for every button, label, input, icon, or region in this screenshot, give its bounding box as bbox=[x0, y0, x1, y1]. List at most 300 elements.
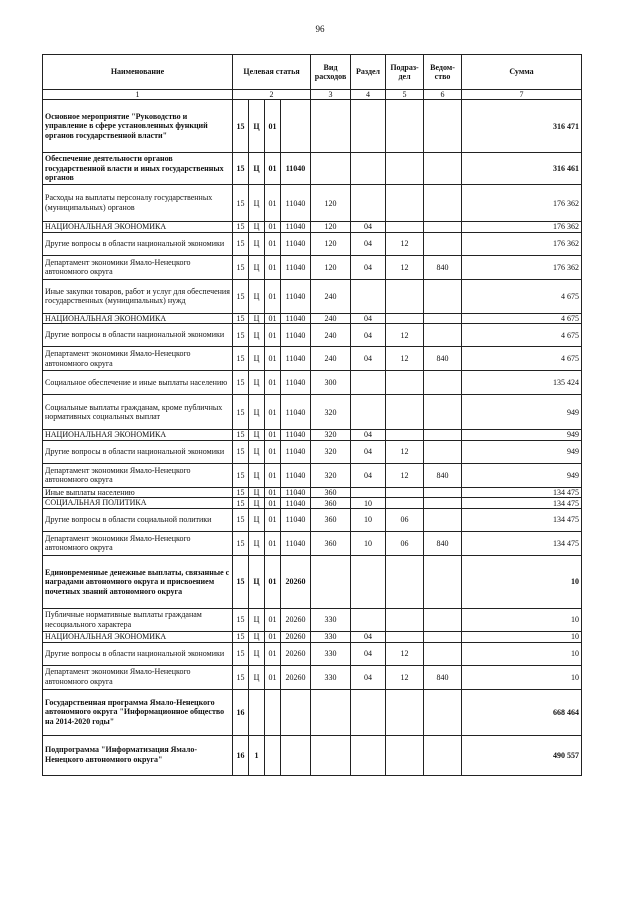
column-number: 5 bbox=[386, 90, 424, 100]
expense-type-code: 240 bbox=[311, 313, 351, 324]
header-department: Ведом-ство bbox=[424, 55, 462, 90]
target-code-1: 15 bbox=[233, 313, 249, 324]
expense-type-code: 120 bbox=[311, 255, 351, 279]
target-code-1: 15 bbox=[233, 395, 249, 430]
department-code bbox=[424, 642, 462, 665]
subsection-code bbox=[386, 608, 424, 631]
subsection-code bbox=[386, 222, 424, 233]
table-body bbox=[43, 100, 582, 776]
department-code bbox=[424, 222, 462, 233]
target-code-2: Ц bbox=[249, 347, 265, 371]
table-row bbox=[43, 100, 582, 153]
department-code bbox=[424, 498, 462, 509]
target-code-1: 15 bbox=[233, 555, 249, 608]
table-row bbox=[43, 555, 582, 608]
column-number: 1 bbox=[43, 90, 233, 100]
row-name: Социальное обеспечение и иные выплаты населению bbox=[43, 371, 233, 395]
target-code-4: 11040 bbox=[281, 487, 311, 498]
table-row bbox=[43, 395, 582, 430]
subsection-code: 12 bbox=[386, 463, 424, 487]
table-row bbox=[43, 665, 582, 689]
target-code-2: Ц bbox=[249, 153, 265, 185]
row-name: СОЦИАЛЬНАЯ ПОЛИТИКА bbox=[43, 498, 233, 509]
row-name: Департамент экономики Ямало-Ненецкого автономного округа bbox=[43, 255, 233, 279]
target-code-2: Ц bbox=[249, 232, 265, 255]
target-code-2: 1 bbox=[249, 735, 265, 775]
target-code-4: 11040 bbox=[281, 222, 311, 233]
target-code-3: 01 bbox=[265, 324, 281, 347]
target-code-2: Ц bbox=[249, 531, 265, 555]
target-code-3: 01 bbox=[265, 371, 281, 395]
target-code-2: Ц bbox=[249, 608, 265, 631]
target-code-4: 11040 bbox=[281, 440, 311, 463]
target-code-4: 11040 bbox=[281, 395, 311, 430]
section-code bbox=[351, 279, 386, 313]
section-code bbox=[351, 395, 386, 430]
table-row bbox=[43, 440, 582, 463]
target-code-1: 15 bbox=[233, 631, 249, 642]
page-number: 96 bbox=[315, 24, 325, 34]
target-code-4: 11040 bbox=[281, 313, 311, 324]
expense-type-code: 320 bbox=[311, 440, 351, 463]
target-code-4 bbox=[281, 100, 311, 153]
target-code-1: 15 bbox=[233, 430, 249, 441]
expense-type-code: 360 bbox=[311, 487, 351, 498]
expense-type-code bbox=[311, 100, 351, 153]
target-code-3: 01 bbox=[265, 498, 281, 509]
target-code-2 bbox=[249, 689, 265, 735]
table-row bbox=[43, 232, 582, 255]
section-code: 04 bbox=[351, 222, 386, 233]
row-name: Другие вопросы в области социальной политики bbox=[43, 508, 233, 531]
department-code bbox=[424, 313, 462, 324]
section-code: 04 bbox=[351, 430, 386, 441]
target-code-3: 01 bbox=[265, 279, 281, 313]
row-name: НАЦИОНАЛЬНАЯ ЭКОНОМИКА bbox=[43, 430, 233, 441]
target-code-2: Ц bbox=[249, 665, 265, 689]
amount-value: 10 bbox=[462, 608, 582, 631]
expense-type-code: 120 bbox=[311, 232, 351, 255]
target-code-4 bbox=[281, 735, 311, 775]
target-code-4: 11040 bbox=[281, 371, 311, 395]
table-row bbox=[43, 430, 582, 441]
section-code: 04 bbox=[351, 631, 386, 642]
table-row bbox=[43, 153, 582, 185]
section-code: 10 bbox=[351, 531, 386, 555]
amount-value: 4 675 bbox=[462, 324, 582, 347]
target-code-4: 20260 bbox=[281, 665, 311, 689]
row-name: НАЦИОНАЛЬНАЯ ЭКОНОМИКА bbox=[43, 222, 233, 233]
expense-type-code: 320 bbox=[311, 430, 351, 441]
expense-type-code: 300 bbox=[311, 371, 351, 395]
target-code-4: 20260 bbox=[281, 631, 311, 642]
amount-value: 176 362 bbox=[462, 222, 582, 233]
subsection-code: 12 bbox=[386, 347, 424, 371]
row-name: Основное мероприятие "Руководство и управление в сфере установленных функций органов государственной власти" bbox=[43, 100, 233, 153]
department-code: 840 bbox=[424, 463, 462, 487]
target-code-1: 16 bbox=[233, 735, 249, 775]
row-name: Другие вопросы в области национальной экономики bbox=[43, 642, 233, 665]
target-code-3: 01 bbox=[265, 313, 281, 324]
target-code-1: 15 bbox=[233, 255, 249, 279]
target-code-2: Ц bbox=[249, 371, 265, 395]
target-code-3: 01 bbox=[265, 395, 281, 430]
department-code bbox=[424, 371, 462, 395]
subsection-code: 12 bbox=[386, 665, 424, 689]
expense-type-code: 330 bbox=[311, 642, 351, 665]
target-code-3: 01 bbox=[265, 255, 281, 279]
expense-type-code bbox=[311, 153, 351, 185]
department-code bbox=[424, 324, 462, 347]
subsection-code bbox=[386, 279, 424, 313]
department-code bbox=[424, 100, 462, 153]
expense-type-code: 120 bbox=[311, 222, 351, 233]
amount-value: 10 bbox=[462, 555, 582, 608]
amount-value: 4 675 bbox=[462, 313, 582, 324]
department-code bbox=[424, 153, 462, 185]
row-name: Подпрограмма "Информатизация Ямало-Ненецкого автономного округа" bbox=[43, 735, 233, 775]
target-code-4: 11040 bbox=[281, 153, 311, 185]
target-code-3: 01 bbox=[265, 608, 281, 631]
row-name: Расходы на выплаты персоналу государственных (муниципальных) органов bbox=[43, 185, 233, 222]
table-row bbox=[43, 313, 582, 324]
amount-value: 135 424 bbox=[462, 371, 582, 395]
target-code-1: 15 bbox=[233, 222, 249, 233]
header-expense-type: Вид расходов bbox=[311, 55, 351, 90]
target-code-2: Ц bbox=[249, 508, 265, 531]
target-code-1: 15 bbox=[233, 440, 249, 463]
expense-type-code: 240 bbox=[311, 347, 351, 371]
header-amount: Сумма bbox=[462, 55, 582, 90]
target-code-4: 20260 bbox=[281, 608, 311, 631]
expense-type-code bbox=[311, 689, 351, 735]
department-code bbox=[424, 508, 462, 531]
target-code-4: 11040 bbox=[281, 279, 311, 313]
table-row bbox=[43, 255, 582, 279]
column-number: 3 bbox=[311, 90, 351, 100]
department-code bbox=[424, 631, 462, 642]
header-section: Раздел bbox=[351, 55, 386, 90]
column-number: 6 bbox=[424, 90, 462, 100]
target-code-3: 01 bbox=[265, 440, 281, 463]
table-row bbox=[43, 608, 582, 631]
row-name: Социальные выплаты гражданам, кроме публичных нормативных социальных выплат bbox=[43, 395, 233, 430]
amount-value: 949 bbox=[462, 430, 582, 441]
section-code: 04 bbox=[351, 642, 386, 665]
expense-type-code bbox=[311, 735, 351, 775]
target-code-2: Ц bbox=[249, 100, 265, 153]
header-row bbox=[43, 55, 582, 90]
expense-type-code: 120 bbox=[311, 185, 351, 222]
amount-value: 134 475 bbox=[462, 508, 582, 531]
subsection-code: 12 bbox=[386, 232, 424, 255]
amount-value: 10 bbox=[462, 665, 582, 689]
target-code-3: 01 bbox=[265, 463, 281, 487]
amount-value: 10 bbox=[462, 631, 582, 642]
row-name: Публичные нормативные выплаты гражданам несоциального характера bbox=[43, 608, 233, 631]
target-code-4: 11040 bbox=[281, 185, 311, 222]
section-code: 04 bbox=[351, 313, 386, 324]
amount-value: 668 464 bbox=[462, 689, 582, 735]
subsection-code bbox=[386, 185, 424, 222]
table-row bbox=[43, 642, 582, 665]
row-name: Департамент экономики Ямало-Ненецкого автономного округа bbox=[43, 463, 233, 487]
target-code-1: 15 bbox=[233, 347, 249, 371]
target-code-2: Ц bbox=[249, 255, 265, 279]
target-code-1: 15 bbox=[233, 608, 249, 631]
table-row bbox=[43, 498, 582, 509]
table-row bbox=[43, 463, 582, 487]
section-code bbox=[351, 735, 386, 775]
target-code-2: Ц bbox=[249, 430, 265, 441]
subsection-code bbox=[386, 395, 424, 430]
subsection-code bbox=[386, 313, 424, 324]
amount-value: 134 475 bbox=[462, 487, 582, 498]
target-code-4: 11040 bbox=[281, 463, 311, 487]
row-name: Обеспечение деятельности органов государственной власти и иных государственных органов bbox=[43, 153, 233, 185]
table-row bbox=[43, 222, 582, 233]
column-number-row bbox=[43, 90, 582, 100]
target-code-1: 15 bbox=[233, 279, 249, 313]
amount-value: 316 471 bbox=[462, 100, 582, 153]
amount-value: 316 461 bbox=[462, 153, 582, 185]
section-code bbox=[351, 371, 386, 395]
section-code: 10 bbox=[351, 508, 386, 531]
target-code-1: 15 bbox=[233, 100, 249, 153]
amount-value: 949 bbox=[462, 395, 582, 430]
target-code-1: 16 bbox=[233, 689, 249, 735]
subsection-code bbox=[386, 153, 424, 185]
amount-value: 176 362 bbox=[462, 185, 582, 222]
column-number: 7 bbox=[462, 90, 582, 100]
amount-value: 4 675 bbox=[462, 279, 582, 313]
amount-value: 4 675 bbox=[462, 347, 582, 371]
amount-value: 949 bbox=[462, 440, 582, 463]
target-code-3: 01 bbox=[265, 508, 281, 531]
target-code-4: 11040 bbox=[281, 498, 311, 509]
department-code bbox=[424, 430, 462, 441]
target-code-2: Ц bbox=[249, 440, 265, 463]
target-code-3: 01 bbox=[265, 232, 281, 255]
row-name: Департамент экономики Ямало-Ненецкого автономного округа bbox=[43, 347, 233, 371]
table-row bbox=[43, 508, 582, 531]
column-number: 4 bbox=[351, 90, 386, 100]
section-code bbox=[351, 487, 386, 498]
table-row bbox=[43, 735, 582, 775]
department-code bbox=[424, 487, 462, 498]
target-code-3 bbox=[265, 689, 281, 735]
table-row bbox=[43, 487, 582, 498]
amount-value: 176 362 bbox=[462, 255, 582, 279]
expense-type-code: 240 bbox=[311, 324, 351, 347]
expense-type-code: 360 bbox=[311, 508, 351, 531]
expense-type-code: 330 bbox=[311, 631, 351, 642]
target-code-4: 11040 bbox=[281, 430, 311, 441]
subsection-code bbox=[386, 735, 424, 775]
target-code-3: 01 bbox=[265, 185, 281, 222]
section-code bbox=[351, 555, 386, 608]
row-name: Другие вопросы в области национальной экономики bbox=[43, 232, 233, 255]
department-code bbox=[424, 608, 462, 631]
target-code-1: 15 bbox=[233, 665, 249, 689]
target-code-4: 11040 bbox=[281, 531, 311, 555]
section-code bbox=[351, 689, 386, 735]
amount-value: 10 bbox=[462, 642, 582, 665]
expense-type-code: 320 bbox=[311, 463, 351, 487]
target-code-3: 01 bbox=[265, 100, 281, 153]
target-code-2: Ц bbox=[249, 279, 265, 313]
amount-value: 134 475 bbox=[462, 531, 582, 555]
subsection-code: 12 bbox=[386, 440, 424, 463]
section-code: 04 bbox=[351, 347, 386, 371]
subsection-code bbox=[386, 555, 424, 608]
target-code-2: Ц bbox=[249, 185, 265, 222]
subsection-code bbox=[386, 487, 424, 498]
expense-type-code: 240 bbox=[311, 279, 351, 313]
target-code-4: 20260 bbox=[281, 555, 311, 608]
budget-table bbox=[42, 54, 582, 776]
table-row bbox=[43, 347, 582, 371]
expense-type-code: 360 bbox=[311, 498, 351, 509]
target-code-2: Ц bbox=[249, 487, 265, 498]
expense-type-code: 320 bbox=[311, 395, 351, 430]
amount-value: 176 362 bbox=[462, 232, 582, 255]
target-code-2: Ц bbox=[249, 395, 265, 430]
section-code: 04 bbox=[351, 665, 386, 689]
header-target: Целевая статья bbox=[233, 55, 311, 90]
target-code-1: 15 bbox=[233, 531, 249, 555]
target-code-3: 01 bbox=[265, 665, 281, 689]
table-row bbox=[43, 279, 582, 313]
subsection-code: 06 bbox=[386, 531, 424, 555]
target-code-3: 01 bbox=[265, 531, 281, 555]
target-code-4: 11040 bbox=[281, 255, 311, 279]
target-code-1: 15 bbox=[233, 153, 249, 185]
row-name: Другие вопросы в области национальной экономики bbox=[43, 440, 233, 463]
row-name: Иные выплаты населению bbox=[43, 487, 233, 498]
table-row bbox=[43, 324, 582, 347]
target-code-1: 15 bbox=[233, 232, 249, 255]
department-code: 840 bbox=[424, 255, 462, 279]
department-code: 840 bbox=[424, 665, 462, 689]
target-code-2: Ц bbox=[249, 631, 265, 642]
target-code-3: 01 bbox=[265, 153, 281, 185]
expense-type-code bbox=[311, 555, 351, 608]
target-code-4 bbox=[281, 689, 311, 735]
target-code-1: 15 bbox=[233, 487, 249, 498]
subsection-code: 12 bbox=[386, 324, 424, 347]
target-code-2: Ц bbox=[249, 555, 265, 608]
target-code-2: Ц bbox=[249, 222, 265, 233]
table-row bbox=[43, 185, 582, 222]
table-row bbox=[43, 631, 582, 642]
subsection-code bbox=[386, 430, 424, 441]
subsection-code bbox=[386, 689, 424, 735]
department-code: 840 bbox=[424, 531, 462, 555]
department-code bbox=[424, 279, 462, 313]
row-name: Государственная программа Ямало-Ненецкого автономного округа "Информационное общество на 2014-2020 годы" bbox=[43, 689, 233, 735]
target-code-3: 01 bbox=[265, 222, 281, 233]
target-code-3: 01 bbox=[265, 631, 281, 642]
subsection-code: 12 bbox=[386, 642, 424, 665]
target-code-2: Ц bbox=[249, 313, 265, 324]
row-name: Департамент экономики Ямало-Ненецкого автономного округа bbox=[43, 531, 233, 555]
subsection-code bbox=[386, 498, 424, 509]
subsection-code: 06 bbox=[386, 508, 424, 531]
target-code-1: 15 bbox=[233, 324, 249, 347]
target-code-3: 01 bbox=[265, 487, 281, 498]
table-row bbox=[43, 531, 582, 555]
section-code: 04 bbox=[351, 440, 386, 463]
department-code bbox=[424, 555, 462, 608]
department-code bbox=[424, 185, 462, 222]
target-code-2: Ц bbox=[249, 498, 265, 509]
row-name: Единовременные денежные выплаты, связанные с наградами автономного округа и присвоением почетных званий автономного округа bbox=[43, 555, 233, 608]
expense-type-code: 330 bbox=[311, 608, 351, 631]
subsection-code bbox=[386, 371, 424, 395]
row-name: Другие вопросы в области национальной экономики bbox=[43, 324, 233, 347]
target-code-3: 01 bbox=[265, 347, 281, 371]
target-code-4: 20260 bbox=[281, 642, 311, 665]
subsection-code bbox=[386, 631, 424, 642]
target-code-2: Ц bbox=[249, 324, 265, 347]
section-code bbox=[351, 185, 386, 222]
section-code bbox=[351, 153, 386, 185]
target-code-4: 11040 bbox=[281, 324, 311, 347]
header-name: Наименование bbox=[43, 55, 233, 90]
target-code-3: 01 bbox=[265, 555, 281, 608]
section-code: 04 bbox=[351, 463, 386, 487]
section-code: 10 bbox=[351, 498, 386, 509]
department-code: 840 bbox=[424, 347, 462, 371]
row-name: НАЦИОНАЛЬНАЯ ЭКОНОМИКА bbox=[43, 631, 233, 642]
target-code-4: 11040 bbox=[281, 232, 311, 255]
subsection-code: 12 bbox=[386, 255, 424, 279]
target-code-1: 15 bbox=[233, 498, 249, 509]
section-code bbox=[351, 100, 386, 153]
target-code-1: 15 bbox=[233, 508, 249, 531]
department-code bbox=[424, 232, 462, 255]
department-code bbox=[424, 440, 462, 463]
target-code-1: 15 bbox=[233, 185, 249, 222]
amount-value: 134 475 bbox=[462, 498, 582, 509]
target-code-3: 01 bbox=[265, 642, 281, 665]
section-code bbox=[351, 608, 386, 631]
target-code-4: 11040 bbox=[281, 508, 311, 531]
target-code-2: Ц bbox=[249, 642, 265, 665]
amount-value: 490 557 bbox=[462, 735, 582, 775]
target-code-2: Ц bbox=[249, 463, 265, 487]
column-number: 2 bbox=[233, 90, 311, 100]
section-code: 04 bbox=[351, 232, 386, 255]
target-code-1: 15 bbox=[233, 642, 249, 665]
expense-type-code: 360 bbox=[311, 531, 351, 555]
row-name: Иные закупки товаров, работ и услуг для обеспечения государственных (муниципальных) нужд bbox=[43, 279, 233, 313]
row-name: НАЦИОНАЛЬНАЯ ЭКОНОМИКА bbox=[43, 313, 233, 324]
target-code-3: 01 bbox=[265, 430, 281, 441]
table-row bbox=[43, 689, 582, 735]
row-name: Департамент экономики Ямало-Ненецкого автономного округа bbox=[43, 665, 233, 689]
department-code bbox=[424, 689, 462, 735]
expense-type-code: 330 bbox=[311, 665, 351, 689]
subsection-code bbox=[386, 100, 424, 153]
target-code-1: 15 bbox=[233, 371, 249, 395]
table-row bbox=[43, 371, 582, 395]
amount-value: 949 bbox=[462, 463, 582, 487]
section-code: 04 bbox=[351, 255, 386, 279]
header-subsection: Подраз-дел bbox=[386, 55, 424, 90]
target-code-3 bbox=[265, 735, 281, 775]
